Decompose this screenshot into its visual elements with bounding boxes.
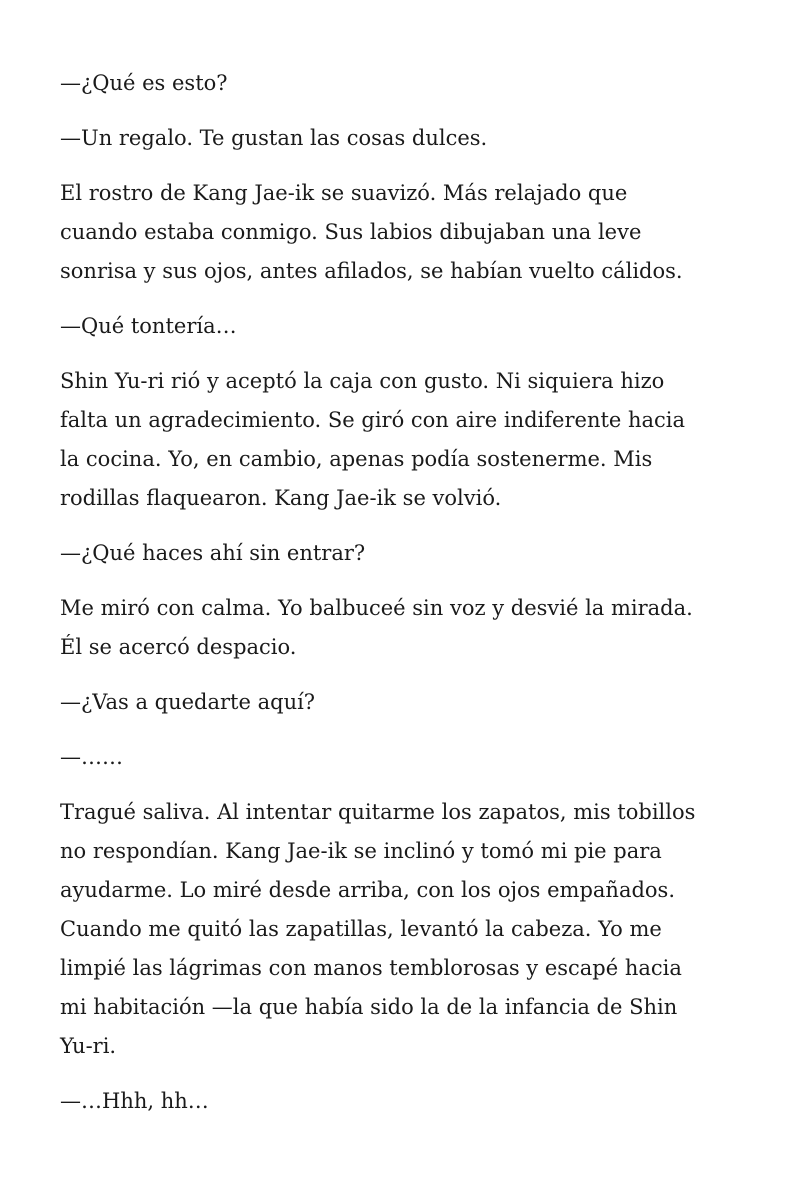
text-line: Me miró con calma. Yo balbuceé sin voz y desvié la mirada. <box>60 596 693 620</box>
paragraph-2 <box>60 119 760 158</box>
text-line: no respondían. Kang Jae-ik se inclinó y tomó mi pie para <box>60 839 662 863</box>
text-line: Él se acercó despacio. <box>60 635 297 659</box>
text-line: Tragué saliva. Al intentar quitarme los zapatos, mis tobillos <box>60 800 696 824</box>
paragraph-8 <box>60 683 760 722</box>
text-line: El rostro de Kang Jae-ik se suavizó. Más relajado que <box>60 181 628 205</box>
text-line: Shin Yu-ri rió y aceptó la caja con gusto. Ni siquiera hizo <box>60 369 665 393</box>
text-line: la cocina. Yo, en cambio, apenas podía sostenerme. Mis <box>60 447 653 471</box>
text-line: sonrisa y sus ojos, antes afilados, se habían vuelto cálidos. <box>60 259 683 283</box>
paragraph-10 <box>60 793 760 1066</box>
paragraph-1 <box>60 64 760 103</box>
text-line: Yu-ri. <box>60 1034 117 1058</box>
paragraph-9 <box>60 738 760 777</box>
paragraph-11 <box>60 1082 760 1121</box>
text-line: Cuando me quitó las zapatillas, levantó la cabeza. Yo me <box>60 917 662 941</box>
paragraph-4 <box>60 307 760 346</box>
text-line: —Qué tontería… <box>60 314 237 338</box>
text-line: —…… <box>60 745 123 769</box>
text-line: falta un agradecimiento. Se giró con aire indiferente hacia <box>60 408 686 432</box>
paragraph-5 <box>60 362 760 518</box>
paragraph-6 <box>60 534 760 573</box>
text-line: —¿Vas a quedarte aquí? <box>60 690 316 714</box>
text-line: —…Hhh, hh… <box>60 1089 209 1113</box>
text-line: —Un regalo. Te gustan las cosas dulces. <box>60 126 488 150</box>
text-line: mi habitación —la que había sido la de la infancia de Shin <box>60 995 678 1019</box>
text-line: rodillas flaquearon. Kang Jae-ik se volvió. <box>60 486 502 510</box>
book-page <box>60 64 760 1137</box>
paragraph-3 <box>60 174 760 291</box>
text-line: —¿Qué es esto? <box>60 71 228 95</box>
text-line: cuando estaba conmigo. Sus labios dibujaban una leve <box>60 220 642 244</box>
paragraph-7 <box>60 589 760 667</box>
text-line: limpié las lágrimas con manos temblorosas y escapé hacia <box>60 956 682 980</box>
text-line: ayudarme. Lo miré desde arriba, con los ojos empañados. <box>60 878 676 902</box>
text-line: —¿Qué haces ahí sin entrar? <box>60 541 366 565</box>
